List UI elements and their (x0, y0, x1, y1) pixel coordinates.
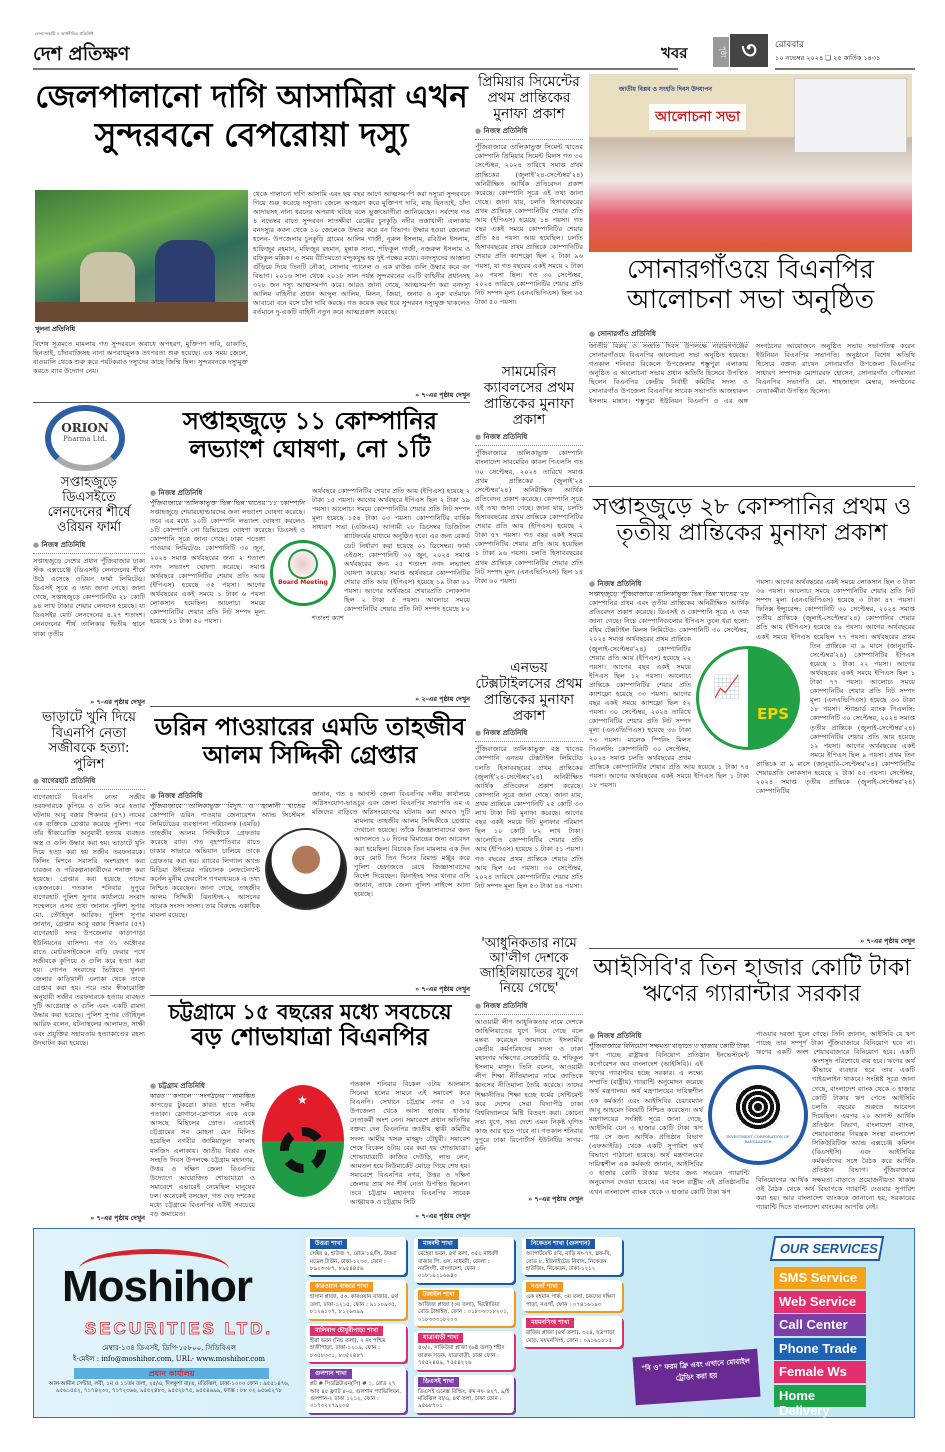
moshihor-logo: Moshihor (62, 1262, 252, 1311)
ctg-headline-line2: বড় শোভাযাত্রা বিএনপির (191, 1023, 429, 1052)
service-item: Call Center (774, 1314, 866, 1336)
icb-headline-line2: ঋণের গ্যারান্টার সরকার (643, 981, 861, 1008)
sajib-body: বাগেরহাটে বিএনপি নেতা সজীব তরফদারকে কুপিয়ে ও গুলি করে হত্যার ঘটনায় আবু বক্কার শিকদার (৫৭) নামের এক ব্যক্তিকে গ্রেপ্তার করেছে পুলিশ। পরে তাঁর স্বীকারোক্তি অনুযায়ী হত্যায় ব্যবহৃত অস্ত্র ও গুলি উদ্ধার করা হয়। ভাড়াটে খুনি দিয়ে হত্যা করা হয় সজীব তরফদারকে। কিলিং মিশনে সরাসরি অংশগ্রহণ করা চারজন ও পরিকল্পনাকারীদের শনাক্ত করা হয়েছে। গ্রেপ্তার করা হয়েছে তাদের একজনকে। গতকাল শনিবার দুপুরে বাগেরহাট পুলিশ সুপার কার্যালয়ে সংবাদ সম্মেলনে এসব তথ্য জানান পুলিশ সুপার মো. তৌহিদুল আরিফ। পুলিশ সুপার জানান, গ্রেপ্তার আবু বক্কার শিকদার (৫৭) বাগেরহাট সদর উপজেলার কাড়াপাড়া ইউনিয়নের বাসিন্দা। গত ৩১ অক্টোবর রাতে মোটরসাইকেলে বাড়ি ফেরার পথে সজীবকে কুপিয়ে ও গুলি করে হত্যা করা হয়। গোপন সংবাদের ভিত্তিতে খুলনা জেলার কাড়িখালী এলাকা থেকে তাকে গ্রেপ্তার করা হয়। পরে তার স্বীকারোক্তি অনুযায়ী সজীব তরফদারকে হত্যায় ব্যবহৃত দুটি আগ্নেয়াস্ত্র ও গুলি এবং একটি রামদা উদ্ধার করা হয়েছে। পুলিশ সুপার তৌহিদুল আরিফ বলেন, ঘটনাস্থলের আলামত, সাক্ষী এবং প্রযুক্তির সহায়তায় হত্যাকাণ্ডের রহস্য উদঘাটন করা হয়েছে। (33, 793, 145, 1047)
envoy-article (475, 660, 583, 925)
dividend-body-left-text: পুঁজিবাজারে তালিকাভুক্ত ভিন্ন ভিন্ন খাতের ১১ কোম্পানি সপ্তাহজুড়ে শেয়ারহোল্ডারদের জন্য লভ্যাংশ ঘোষণা করেছে। তবে এর মধ্যে ১০টি কোম্পানি লভ্যাংশ ঘোষণা করলেও ১টি কোম্পানি নো ডিভিডেন্ড ঘোষণা করেছে। ডিএসই ও কোম্পানি সূত্রে জানা গেছে। ঢাকা পতেঙ্গা পাওয়ার লিমিটেড: কোম্পানিটি ৩০ জুন, ২০২৪ সমাপ্ত অর্থবছরের জন্য ২ শতাংশ নগদ লভ্যাংশ ঘোষণা করেছে। সমাপ্ত অর্থবছরে কোম্পানিটির শেয়ার প্রতি আয় (ইপিএস) হয়েছে ৩৫ পয়সা। আগের অর্থবছরের একই সময়ে ১ টাকা ৬ পয়সা লোকসান হয়েছিল। আলোচ্য সময়ে কোম্পানিটির শেয়ার প্রতি নিট সম্পদ মূল্য হয়েছে ১১ টাকা ৫০ পয়সা। (150, 499, 305, 626)
branch-address: আজিজ প্লাজা (৩য় তলা), ভিক্টোরিয়া রোড টাঙ্গাইল, ফোন : ০১৮৩৩৩১৮২০১, ০১৮৩৩৩১৮২০৩ (418, 1301, 509, 1323)
lead-headline[interactable] (33, 80, 470, 154)
submarine-body: পুঁজিবাজারে তালিকাভুক্ত কোম্পানি বাংলাদেশ সাবমেরিন কাবল পিএলসি গত ৩০ সেপ্টেম্বর, ২০২৪ তারিখে সমাপ্ত প্রথম প্রান্তিকের (জুলাই'২৪ সেপ্টেম্বর'২৪) অনিরীক্ষিত আর্থিক প্রতিবেদন প্রকাশ করেছে। কোম্পানি সূত্রে এই তথ্য জানা গেছে। জানা যায়, চলতি হিসাববছরের প্রথম প্রান্তিকে কোম্পানিটির শেয়ার প্রতি আয় (ইপিএস) হয়েছে ২ টাকা ৫৭ পয়সা। গত বছর একই সময়ে কোম্পানিটির শেয়ার প্রতি আয় হয়েছিল ১ টাকা ৯৬ পয়সা। চলতি হিসাববছরের প্রথম প্রান্তিকে কোম্পানিটির শেয়ার প্রতি নিট সম্পদ মূল্য (এনএভিপিএস) ছিল ১৪ টাকা ৬০ পয়সা। (475, 449, 583, 585)
page-number: ৩ (730, 34, 768, 67)
orion-byline: ● নিজস্ব প্রতিনিধি (33, 539, 145, 554)
masthead (33, 31, 915, 68)
board-meeting-badge (270, 540, 336, 606)
dividend-byline: ● নিজস্ব প্রতিনিধি (150, 487, 305, 502)
eps28-body-left-text: সপ্তাহজুড়ে পুঁজিবাজারে তালিকাভুক্ত ভিন্ন ভিন্ন খাতের ২৮ কোম্পানির প্রথম এবং তৃতীয় প্রান্তিকের অনিরীক্ষিত আর্থিক প্রতিবেদন প্রকাশ করেছে। ডিএসই ও কোম্পানি সূত্রে এ তথ্য জানা গেছে। নিম্নে কোম্পানিগুলোর ইপিএস তুলে ধরা হলো: রহিম টেক্সটাইল মিলস লিমিটেড: কোম্পানিটি ৩০ সেপ্টেম্বর, ২০২৪ সমাপ্ত অর্থবছরের প্রথম প্রান্তিকে (জুলাই-সেপ্টেম্বর'২৪) কোম্পানিটির শেয়ার প্রতি আয় (ইপিএস) হয়েছে ২২ পয়সা। আগের বছর একই সময়ে ইপিএস ছিল ১২ পয়সা। আলোচ্য প্রান্তিকে কোম্পানিটির শেয়ার প্রতি ক্যাশফ্লো হয়েছে ৩৩ পয়সা। আগের বছর একই সময়ে ক্যাশফ্লো ছিল ৫২ পয়সা। ৩০ সেপ্টেম্বর, ২০২৪ তারিখে কোম্পানিটির শেয়ার প্রতি নিট সম্পদ মূল্য (এনএভিপিএস) হয়েছে ৩৬ টাকা ৭৩ পয়সা। মালেক স্পিনিং মিলস পিএলসি: কোম্পানিটি ৩০ সেপ্টেম্বর, ২০২৪ সমাপ্ত চলতি অর্থবছরের প্রথম প্রান্তিকে কোম্পানিটির শেয়ার প্রতি আয় হয়েছে ১ টাকা ৭৪ পয়সা। আগের অর্থবছরের একই সময়ে ইপিএস ছিল ১ টাকা ১৮ পয়সা। (589, 590, 749, 789)
orion-continued-link[interactable]: » ৭-এর পৃষ্ঠায় দেখুন (33, 697, 145, 708)
divider (150, 706, 470, 707)
masthead-rule-right (775, 68, 915, 70)
bnp-logo (262, 1085, 344, 1197)
bnp-gear-icon (280, 1127, 326, 1173)
sonargaon-body: জাতীয় বিপ্লব ও সংহতি দিবস উপলক্ষে নারায়ণগঞ্জের সোনারগাঁওয়ে বিএনপির আলোচনা সভা অনুষ্ঠিত হয়েছে। গতকাল শনিবার বিকেলে উপজেলার শম্ভুপুরা এলাকায় অনুষ্ঠিত এ আলোচনা সভায় প্রধান অতিথি হিসেবে উপস্থিত ছিলেন বিএনপির কেন্দ্রীয় নির্বাহী কমিটির সদস্য ও সোনারগাঁও উপজেলা বিএনপির সাবেক সভাপতি আজহারুল ইসলাম মান্নান। শম্ভুপুরা ইউনিয়ন বিএনপি ও এর অঙ্গ সংগঠনের আয়োজনে অনুষ্ঠিত সভায় সভাপতিত্ব করেন ইউনিয়ন বিএনপির সভাপতি। অনুষ্ঠানে বিশেষ অতিথি হিসেবে বক্তব্য রাখেন সোনারগাঁও উপজেলা বিএনপির সাধারণ সম্পাদক মোশাররফ হোসেন, সোনারগাঁও পৌরসভা বিএনপির সভাপতি মো. শাহজাহান মেম্বার, সংগঠনের নেতাকর্মীরা উপস্থিত ছিলেন। (589, 342, 915, 405)
branch-name: যাত্রাবাড়ী শাখা (418, 1333, 463, 1343)
service-item: Web Service (774, 1291, 866, 1313)
icb-headline-line1: আইসিবি'র তিন হাজার কোটি টাকা (593, 955, 911, 981)
branch-card (414, 1375, 514, 1413)
premier-headline[interactable]: প্রিমিয়ার সিমেন্টের প্রথম প্রান্তিকের মুনাফা প্রকাশ (478, 74, 580, 123)
sonargaon-photo (589, 74, 912, 252)
branch-name: উত্তরা শাখা (310, 1239, 347, 1249)
sajib-article (33, 710, 145, 1224)
awami-headline[interactable]: 'আধুনিকতার নামে আ'লীগ দেশকে জাহিলিয়াতের যুগে নিয়ে গেছে' (479, 936, 579, 996)
eps28-byline: ● নিজস্ব প্রতিনিধি (589, 578, 749, 593)
lead-body-left: বিশেষ সূত্রমতে মামলায় গত সুন্দরবনে অবাধে অপহরণ, মুক্তিপণ দাবি, ডাকাতি, ছিনতাই, চাঁদাবাজিসহ নানা অপরাধমূলক তৎপরতা শুরু হয়েছে। এক সময় জেলে, বাওয়ালি থেকে শুরু করে পর্যটকরাও দস্যুদের কাছে জিম্মি ছিল। সুন্দরবনকে দস্যুমুক্ত করতে র‍্যাব উদ্যোগ নেয়। (33, 340, 249, 376)
envoy-headline[interactable]: এনভয় টেক্সটাইলসের প্রথম প্রান্তিকের মুনাফা প্রকাশ (475, 660, 583, 725)
branch-column (306, 1237, 406, 1413)
envoy-byline: ● নিজস্ব প্রতিনিধি (475, 727, 583, 742)
branch-name: গুলশান শাখা (310, 1369, 352, 1379)
service-item: Home Delivery (774, 1385, 866, 1407)
lead-body-right: থেকে পালানো দাগি আসামি এবং ছয় বছর আগে আত্মসমর্পণ করা দস্যুরা সুন্দরবনে গিয়ে শুরু করেছে দস্যুতা। জেলে অপহরণ করে মুক্তিপণ দাবি, মাছ ছিনতাই, চাঁদা আদায়সহ নানা ধরনের অপরাধ ঘটছে বলে ভুক্তভোগীরা জানিয়েছেন। সর্বশেষ গত ৪ নভেম্বর রাতে সুন্দরবন সাতক্ষীরা রেঞ্জের চুনকুড়ি নদীর তক্কাখালী এলাকায় বনদস্যুর কবল থেকে ১০ জেলেকে উদ্ধার করে বন বিভাগ। উদ্ধার হওয়া জেলেরা হলেন- উপজেলার চুনকুড়ি গ্রামের আলিম গাজী, নুরুল ইসলাম, রবিউল ইসলাম, হাফিজুর রহমান, মফিজুর রহমান, মুন্নাক সানা, শফিকুল গাজী, নজরুল ইসলাম ও রফিকুল মল্লিক। এ সময় রীতিমতো বন্দুকযুদ্ধ হয় দুই পক্ষের মধ্যে। বনদস্যুদের আস্তানা গুঁড়িয়ে দিয়ে তিনটি নৌকা, সোলার প্যানেল ও এক রাউন্ড গুলি উদ্ধার করে বন বিভাগ। ২০১৬ সাল থেকে ২০১৮ সাল পর্যন্ত সুন্দরবনের ৩২টি বাহিনীর প্রধানসহ ৩২৮ জন দস্যু আত্মসমর্পণ করে। আরও জানা গেছে, আত্মসমর্পণ করা বনদস্যু আলিম বাহিনীর প্রধান আব্দুল আলিম, মিলন, জিয়া, জনাব ও নুরু বর্তমানে আবারো বনে বসে চাঁদা দাবি করছে। গত কয়েক বছর ধরে সুন্দরবন দস্যুমুক্ত থাকলেও বর্তমানে দু-একটি বাহিনী নতুন করে আত্মপ্রকাশ করেছে। (253, 190, 470, 317)
eps-badge (696, 646, 800, 750)
moshihor-ad[interactable] (33, 1228, 915, 1418)
service-item: Phone Trade (774, 1338, 866, 1360)
hq-label: প্রধান কার্যালয় (74, 1368, 269, 1379)
member-info: মেম্বার-১৩৪ ডিএসই, ডিপি-১৫৮০০, সিডিবিএল (102, 1344, 236, 1352)
branch-card (306, 1280, 406, 1318)
lead-photo-caption: খুলনা প্রতিনিধি (35, 325, 75, 333)
doreen-body-left-text: পুঁজিবাজারে তালিকাভুক্ত বিদ্যুৎ ও জ্বালানী খাতের কোম্পানি ডরিন পাওয়ার জেনারেশন অ্যান্ড সিস্টেমস লিমিটেডের ব্যবস্থাপনা পরিচালক (এমডি) তাহজীব আলম সিদ্দিকীকে গ্রেফতার করেছে র‍্যাব। গত বৃহস্পতিবার রাতে ঢাকার সাভারে অভিযান চালিয়ে তাকে গ্রেফতার করা হয়। র‍্যাবের লিগ্যাল অ্যান্ড মিডিয়া উইংয়ের পরিচালক লেফটেন্যান্ট কর্নেল মুনীম ফেরদৌস গণমাধ্যমকে এ তথ্য নিশ্চিত করেছেন। জানা গেছে, তাহজীব আলম সিদ্দিকী ঝিনাইদহ-২ আসনের সাবেক সংসদ সদস্য। তার বিরুদ্ধে একাধিক মামলা রয়েছে। (150, 802, 305, 920)
eps28-continued-link[interactable]: » ৭-এর পৃষ্ঠায় দেখুন (825, 936, 915, 947)
ctg-body-left: কারও কপালে সংগঠনের নামাঙ্কিত কাপড়ের টুকরো। কারও হাতে দলীয় পতাকা। স্লোগানে-স্লোগানে একে একে আসছে মিছিলের স্রোত। এভাবেই চট্টগ্রামের সব মোহনা যেন মিলিত হয়েছিল নগরীর জামিয়াতুল ফালাহ মসজিদ এলাকায়। জাতীয় বিপ্লব এবং সংহতি দিবস উপলক্ষে চট্টগ্রাম মহানগর, উত্তর ও দক্ষিণ জেলা বিএনপির উদ্যোগে আয়োজিত শোভাযাত্রা ও সমাবেশে এভাবেই নেমেছিল মানুষের ঢল। অনেকেই বলছেন, গত দেড় দশকের মধ্যে চট্টগ্রামে বিএনপির এটিই সবচেয়ে বড় জমায়েত। (150, 1092, 255, 1219)
icb-hex-icon (734, 1083, 782, 1131)
orion-body: সপ্তাহজুড়ে দেশের প্রধান পুঁজিবাজার ঢাকা স্টক এক্সচেঞ্জে (ডিএসই) লেনদেনের শীর্ষে উঠে এসেছে ওরিয়ন ফার্মা লিমিটেড। ডিএসই সূত্রে এ তথ্য জানা গেছে। জানা গেছে, সপ্তাহজুড়ে কোম্পানিটির ২৮ কোটি ৯৪ লাখ টাকার শেয়ার লেনদেন হয়েছে। যা ডিএসইর মোট লেনদেনের ৪.২৭ শতাংশ। লেনদেনের শীর্ষ তালিকার দ্বিতীয় স্থানে থাকা তৃতীয় (33, 556, 145, 638)
eps28-body-right (756, 578, 915, 933)
branch-card (522, 1280, 622, 1311)
promo-banner: "বি ও" ফরম ফ্রি এবং এখানে মোবাইল ট্রেডিং করা হয় (632, 1349, 760, 1406)
envoy-body: পুঁজিবাজারে তালিকাভুক্ত বস্ত্র খাতের কোম্পানি এনভয় টেক্সটাইল লিমিটেড চলতি হিসাববছরের প্রথম প্রান্তিকের (জুলাই'২৪-সেপ্টেম্বর'২৪) অনিরীক্ষিত আর্থিক প্রতিবেদন প্রকাশ করেছে। কোম্পানি সূত্রে জানা গেছে। জানা যায়, প্রথম প্রান্তিকে কোম্পানিটি ২৫ কোটি ৩৩ লাখ টাকা নিট মুনাফা করেছে। আগের বছর একই সময়ে নিট মুনাফার পরিমাণ ছিল ১০ কোটি ৮২ লাখ টাকা। আলোচিত কোম্পানিটির শেয়ার প্রতি আয় (ইপিএস) হয়েছে ১ টাকা ৫১ পয়সা। গত বছরের প্রথম প্রান্তিকে শেয়ার প্রতি আয় ছিল ৬৫ পয়সা। ৩০ সেপ্টেম্বর, ২০২৪ তারিখে কোম্পানিটির শেয়ার প্রতি নিট সম্পদ মূল্য ছিল ৫৩ টাকা ৪৪ পয়সা। (475, 745, 583, 890)
branch-address: অ্যাপার্টমেন্ট ৫বি, বাড়ি নং-৭৭, ব্লক-বি, রোড ৮, ইউনাইটেড নিবাস, নিকেতন হাউজিং, নিকেতন, ঢাকা-১২১২ (526, 1251, 612, 1272)
icb-body-right-text: পাওয়ার দরজা খুলে গেছে। তিনি জানান, আইসিবি যে ঋণ পাচ্ছে তার সম্পূর্ণ টাকা পুঁজিবাজারে বিনিয়োগ হবে না। ঋণের একটি অংশ শেয়ারবাজারে বিনিয়োগ হবে। একটি অংশসুদ পরিশোধে ব্যয় হবে। ঋণের অর্থ কীভাবে ব্যবহার হবে তার একটি গাইডলাইন থাকবে। সংশ্লিষ্ট সূত্রে জানা গেছে, বাংলাদেশ ব্যাংক থেকে ৩ হাজার কোটি টাকার ঋণ পেতে আইসিবি চলতি বছরের শুরুতে আবেদন দিয়েছিল। এরপর ২০ আগস্ট আর্থিক প্রতিষ্ঠান বিভাগ, বাংলাদেশ ব্যাংক, শেয়ারবাজার নিয়ন্ত্রক সংস্থা বাংলাদেশ সিকিউরিটিজ অ্যান্ড এক্সচেঞ্জ কমিশন (বিএসইসি) এবং আইসিবির কর্মকর্তাদের সঙ্গে বৈঠক করে আর্থিক প্রতিষ্ঠান বিভাগ। পুঁজিবাজারে বিনিয়োগের আর্থিক সক্ষমতা বাড়াতে প্রয়োজনীয়তা থাকায় ওই বৈঠক থেকে অর্থ বিভাগকে গ্যারান্টি দেওয়ার সুপারিশ করা হয়। আর বাংলাদেশ ব্যাংককে জানানো হয়, সরকারের গ্যারান্টি দিতে বাংলাদেশ ব্যাংকের আপত্তি নেই। (756, 1030, 915, 1211)
branch-column (414, 1237, 514, 1413)
branch-card (306, 1324, 406, 1362)
branch-address: এক রহমান পার্ক, ৩য় তলা, চকদেব দক্ষিণ পাড়া, নওগাঁ, ফোন : ০৭৪১৬১৯৩ (526, 1294, 615, 1308)
doreen-headline[interactable] (150, 714, 470, 769)
services-title: OUR SERVICES (770, 1236, 884, 1261)
divider (150, 995, 470, 996)
orion-article (33, 476, 145, 708)
service-item: Female Ws (774, 1361, 866, 1383)
branch-address: রাজিব প্লাজা (৪র্থ তলা), ৩২৪, ছত্রপাড়া মোড়, ময়মনসিংহ, ফোন : ০৯১৬১৮১৫ (526, 1330, 615, 1344)
premier-article (475, 74, 583, 339)
submarine-article (475, 364, 583, 644)
lead-continued-link[interactable]: » ৭-এর পৃষ্ঠায় দেখুন (380, 390, 470, 401)
eps28-headline-line2: তৃতীয় প্রান্তিকের মুনাফা প্রকাশ (616, 520, 888, 547)
doreen-headline-line1: ডরিন পাওয়ারের এমডি তাহজীব (154, 713, 466, 741)
branch-name: মালিবাগ চৌধুরীপাড়া শাখা (310, 1326, 383, 1336)
dividend-headline-line2: লভ্যাংশ ঘোষণা, নো ১টি (189, 434, 431, 463)
issue-date: ১০ নভেম্বর ২০২৪ ❑ ২৫ কার্তিক ১৪৩১ (775, 54, 881, 62)
icb-logo-text: INVESTMENT CORPORATION OF BANGLADESH (726, 1135, 790, 1144)
weekday: রোববার (775, 40, 804, 50)
branch-name: টাঙ্গাইল শাখা (418, 1290, 459, 1300)
ctg-byline: ● চট্টগ্রাম প্রতিনিধি (150, 1080, 255, 1095)
premier-body: পুঁজিবাজারে তালিকাভুক্ত সিমেন্ট খাতের কোম্পানি প্রিমিয়ার সিমেন্ট মিলস গত ৩০ সেপ্টেম্বর, ২০২৪ তারিখে সমাপ্ত প্রথম প্রান্তিকের (জুলাই'২৪-সেপ্টেম্বর'২৪) অনিরীক্ষিত আর্থিক প্রতিবেদন প্রকাশ করেছে। কোম্পানি সূত্রে এই তথ্য জানা গেছে। জানা যায়, চলতি হিসাববছরের প্রথম প্রান্তিকে কোম্পানিটির শেয়ার প্রতি আয় (ইপিএস) হয়েছে ১৪ পয়সা। গত বছর একই সময়ে কোম্পানিটির শেয়ার প্রতি ৫৪ পয়সা আয় হয়েছিল। চলতি হিসাববছরের প্রথম প্রান্তিকে কোম্পানিটির শেয়ার প্রতি ক্যাশফ্লো ছিল ২ টাকা ৯৬ পয়সা, যা গত বছরের একই সময়ে ২ টাকা ৯০ পয়সা ছিল। গত ৩০ সেপ্টেম্বর, ২০২৪ তারিখে কোম্পানিটির শেয়ার প্রতি নিট সম্পদ মূল্য (এনএভিপিএস) ছিল ৬৫ টাকা ৫০ পয়সা। (475, 143, 583, 306)
ctg-headline[interactable] (150, 1000, 470, 1052)
branch-column (522, 1237, 622, 1347)
divider (33, 402, 470, 403)
banner-title: আলোচনা সভা (649, 104, 746, 130)
branch-address: হীরা ভবন (নিচ তলা), ২ নং পশ্চিম হাজীপাড়া, ঢাকা-১২১৯, ফোন : ৮৩৫৮৩৩১, ৮৩৫২৪৮৭ (310, 1337, 386, 1359)
hq-address: আল-আমীন সেন্টার, লবী, ১ম ও ১১তম তলা, ২৫/এ, দিলকুশা বা/এ, মতিঝিল, ঢাকা-১০০০ ফোন : ৯৫৫১৪৭৬, ৯৫৬১৫৫২, ৭১৭৪২৩০, ৭১৭২৩৬৬, ৯৫৫২৪৮৩, ৯৫৫২৮৭৫, ৯৫৫৪৬৯৯, ফ্যাক্স : ৮৮ ০২ ৯৫৬৫২৭৮ (48, 1381, 290, 1395)
sajib-continued-link[interactable]: » ৭-এর পৃষ্ঠায় দেখুন (33, 1213, 145, 1224)
branch-name: নিকেতন শাখা (গুলশান) (526, 1239, 595, 1249)
doreen-continued-link[interactable]: » ৭-এর পৃষ্ঠায় দেখুন (380, 984, 470, 995)
sonargaon-headline-line2: আলোচনা সভা অনুষ্ঠিত (626, 284, 875, 315)
submarine-byline: ● নিজস্ব প্রতিনিধি (475, 431, 583, 446)
branch-card (522, 1237, 622, 1275)
dividend-headline-line1: সপ্তাহজুড়ে ১১ কোম্পানির (183, 407, 437, 435)
branch-address: ডিএসই এনেক্স বিল্ডিং, রুম নং- ৪২৭, ৯/ই মতিঝিল বা/এ, ৪র্থ তলা, ঢাকা ফোন : ৯৫৬৮৭০১ (418, 1388, 510, 1410)
branch-name: ডিএসই শাখা (418, 1377, 459, 1387)
branch-name: কারওয়ান বাজার শাখা (310, 1282, 373, 1292)
eps-label: EPS (757, 705, 790, 723)
awami-article (475, 937, 583, 1205)
contact-info[interactable]: ই-মেইল : info@moshihor.com, URL- www.moshihor.com (72, 1355, 266, 1363)
branch-card (522, 1316, 622, 1347)
section-label: খবর (661, 44, 688, 62)
branch-address: মেহেরা ভবন, ৪র্থ তলা, ৩৫২ মাধবদী বাজার পি. এস. মাধবদী, জেলা : নরসিংদী, বাংলাদেশ, ফোন : ০১৮১৯২১৬৯৪০ (418, 1251, 499, 1280)
branch-card (414, 1331, 514, 1369)
divider (589, 948, 915, 949)
eps28-body-right-text: পয়সা। আগের অর্থবছরের একই সময়ে লোকসান ছিল ৩ টাকা ৩৬ পয়সা। আলোচ্য সময়ে কোম্পানিটির শেয়ার প্রতি নিট সম্পদ মূল্য (এনএভিপিএস) হয়েছে ৩ টাকা ৪৭ পয়সা। ফিনিক্স ইন্স্যুরেন্স: কোম্পানিটি ৩০ সেপ্টেম্বর, ২০২৪ সমাপ্ত তৃতীয় প্রান্তিকে (জুলাই-সেপ্টেম্বর'২৪) কোম্পানির শেয়ার প্রতি আয় (ইপিএস) হয়েছে ৫৯ পয়সা। আগের অর্থবছরের একই সময়ে ইপিএস হয়েছিল ৭৭ পয়সা। অর্থবছরের প্রথম তিন প্রান্তিকে বা ৯ মাসে (জানুয়ারি-সেপ্টেম্বর'২৪) কোম্পানিটির ইপিএস হয়েছে ১ টাকা ২২ পয়সা। আগের অর্থবছরের একই সময়ে ইপিএস ছিল ১ টাকা ৭৭ পয়সা। আলোচ্য সময়ে কোম্পানিটির শেয়ার প্রতি নিট সম্পদ মূল্য (এনএভিপিএস) হয়েছে ৩৩ টাকা ১৮ পয়সা। স্ট্যান্ডার্ড ব্যাংক পিএলসি: কোম্পানিটি ৩০ সেপ্টেম্বর, ২০২৪ সমাপ্ত তৃতীয় প্রান্তিকে (জুলাই-সেপ্টেম্বর'২৪) কোম্পানিটির শেয়ার প্রতি আয় হয়েছে ১২ পয়সা। আগের অর্থবছরের একই সময়ে ইপিএস ছিল ৯ পয়সা। প্রথম তিন প্রান্তিকে বা ৯ মাসে (জানুয়ারি-সেপ্টেম্বর'২৪) কোম্পানিটির শেয়ারপ্রতি লোকসান হয়েছে ২ টাকা ৫৫ পয়সা। সেপ্টেম্বর, ২০২৪ সমাপ্ত তৃতীয় প্রান্তিকে (জুলাই-সেপ্টেম্বর'২৪) কোম্পানিটির (756, 578, 915, 796)
awami-continued-link[interactable]: » ৭-এর পৃষ্ঠায় দেখুন (475, 1194, 583, 1205)
icb-byline: ● নিজস্ব প্রতিনিধি (589, 1030, 749, 1045)
bnp-star-icon: ★ (297, 1093, 308, 1107)
premier-byline: ● নিজস্ব প্রতিনিধি (475, 125, 583, 140)
banner-subtitle: জাতীয় বিপ্লব ও সংহতি দিবস উদযাপন (619, 86, 712, 93)
awami-byline: ● নিজস্ব প্রতিনিধি (475, 1000, 583, 1015)
sonargaon-byline: ● সোনারগাঁও প্রতিনিধি (589, 328, 749, 343)
dividend-continued-link[interactable]: » ২-এর পৃষ্ঠায় দেখুন (380, 694, 470, 705)
eps28-body-left (589, 590, 749, 935)
doreen-portrait (265, 828, 347, 910)
lead-headline-line2: সুন্দরবনে বেপরোয়া দস্যু (94, 114, 409, 154)
branch-card (414, 1288, 514, 1326)
ctg-body-right: গতকাল শনিবার বিকেল ৩টায় আলমাস সিনেমা হলের সামনে এই সমাবেশ করে বিএনপি। সেখানে চট্টগ্রাম নগর ও ১৫ উপজেলা থেকে আসা হাজার হাজার নেতাকর্মী অংশ নেন। সমাবেশে প্রধান অতিথির বক্তব্য দেন বিএনপির জাতীয় স্থায়ী কমিটির সদস্য আমীর খসরু মাহমুদ চৌধুরী। সমাবেশ শেষে বিকেল ৫টায় বের করা হয় শোভাযাত্রা। শোভাযাত্রাটি কাজির দেউড়ি, লাভ লেন, আমতল হয়ে নিউমার্কেট মোড়ে গিয়ে শেষ হয়। সমাবেশে বিএনপির নগর, উত্তর ও দক্ষিণ জেলার প্রায় সব শীর্ষ নেতা উপস্থিত ছিলেন। তবে চট্টগ্রাম মহানগর বিএনপির সাবেক আহ্বায়ক ও চট্টগ্রাম সিটি (350, 1080, 470, 1207)
board-meeting-seal-icon (288, 549, 318, 579)
sonargaon-headline-line1: সোনারগাঁওয়ে বিএনপির (627, 255, 874, 285)
dividend-body-right-text: অর্থবছরে কোম্পানিটির শেয়ার প্রতি আয় (ইপিএস) হয়েছে ২ টাকা ১৫ পয়সা। আগের অর্থবছরে ইপিএস ছিল ২ টাকা ১৯ পয়সা। আলোচ্য সময়ে কোম্পানিটির শেয়ার প্রতি নিট সম্পদ মূল্য হয়েছে ১৫৪ টাকা ০৩ পয়সা। কোম্পানিটির বার্ষিক সাধারণ সভা (এজিএম) আগামী ২৮ ডিসেম্বর ডিজিটাল প্ল্যাটফর্মের মাধ্যমে অনুষ্ঠিত হবে। এর জন্য রেকর্ড ডেট নির্ধারণ করা হয়েছে ০১ ডিসেম্বর। ফার্মা এইডস: কোম্পানিটি ৩০ জুন, ২০২৪ সমাপ্ত অর্থবছরের জন্য ২৫ শতাংশ নগদ লভ্যাংশ ঘোষণা করেছে। সমাপ্ত অর্থবছরে কোম্পানিটির শেয়ার প্রতি আয় (ইপিএস) হয়েছে ১৯ টাকা ৬১ পয়সা। আগের অর্থবছরে শেয়ারপ্রতি লোকসান ছিল ২ টাকা ৫ পয়সা। আলোচ্য সময়ে কোম্পানিটির শেয়ার প্রতি নিট সম্পদ হয়েছে ৮০ শতাংশ ক্যাশ (312, 487, 470, 623)
branch-name: ময়মনসিংহ শাখা (526, 1318, 574, 1328)
branch-card (414, 1237, 514, 1283)
doreen-body-right-text: জানান, গত ৪ আগস্ট জেলা বিএনপির দলীয় কার্যালয়ে অগ্নিসংযোগ-ভাঙচুর এবং জেলা বিএনপির সভাপতি এম এ মজিদের বাড়িতে অগ্নিসংযোগের ঘটনায় করা আরও দুটি মামলায় তাহজীব আলম সিদ্দিকীকে গ্রেপ্তার দেখানো হয়েছে। তাঁকে জিজ্ঞাসাবাদের জন্য আদালতে ১০ দিনের রিমান্ডের জন্য আবেদন করা হয়েছিল। বিচারক তিন মামলায় এক দিন করে মোট তিন দিনের রিমান্ড মঞ্জুর করে পুলিশ হেফাজতে রেখে জিজ্ঞাসাবাদের নির্দেশ দিয়েছেন। ঝিনাইদহ সদর থানার ওসি জানান, তাকে জেলা পুলিশ লাইন্সে আনা হয়েছে। (312, 790, 470, 899)
ctg-headline-line1: চট্টগ্রামে ১৫ বছরের মধ্যে সবচেয়ে (168, 1000, 452, 1024)
sonargaon-headline[interactable] (589, 256, 912, 316)
orion-logo-sub: Pharma Ltd. (63, 435, 107, 443)
icb-logo (708, 1065, 808, 1165)
newspaper-logo: দেশ প্রতিক্ষণ (33, 43, 130, 65)
divider (589, 486, 915, 487)
page-word: পৃষ্ঠা (713, 37, 729, 67)
branch-name: নওগাঁ শাখা (526, 1282, 563, 1292)
boat-hull (35, 302, 248, 322)
dividend-headline[interactable] (150, 408, 470, 463)
orion-headline[interactable]: সপ্তাহজুড়ে ডিএসইতে লেনদেনের শীর্ষে ওরিয়ন ফার্মা (47, 475, 131, 535)
moshihor-subtitle: SECURITIES LTD. (84, 1319, 274, 1338)
orion-logo (45, 405, 125, 471)
service-item: SMS Service (774, 1267, 866, 1289)
branch-address: ৪০/২, সাকিউরা প্লাজা (৬ষ্ঠ তলা) শহীদ ফারুক সড়ক, যাত্রাবাড়ী, ঢাকা ফোন : ৭৫৫২৪৪৯, ৭৫৫৪২২৬ (418, 1345, 505, 1367)
submarine-headline[interactable]: সামমেরিন ক্যাবলসের প্রথম প্রান্তিকের মুনাফা প্রকাশ (483, 364, 575, 429)
dividend-body-right (312, 487, 470, 691)
orion-logo-text: ORION (61, 421, 109, 435)
chart-up-icon: 📈 (713, 675, 741, 700)
sajib-byline: ● বাগেরহাট প্রতিনিধি (33, 775, 145, 790)
doreen-byline: ● নিজস্ব প্রতিনিধি (150, 790, 305, 805)
lead-headline-line1: জেলপালানো দাগি আসামিরা এখন (35, 79, 468, 115)
doreen-headline-line2: আলম সিদ্দিকী গ্রেপ্তার (202, 740, 418, 769)
ctg-continued-link[interactable]: » ৭-এর পৃষ্ঠায় দেখুন (380, 1211, 470, 1222)
icb-headline[interactable] (589, 955, 915, 1008)
icb-body-left-text: পুঁজিবাজারে বিনিয়োগ সক্ষমতা বাড়াতে ৩ হাজার কোটি টাকা ঋণ পাচ্ছে রাষ্ট্রায়ত্ত বিনিয়োগ প্রতিষ্ঠান ইনভেস্টমেন্ট কর্পোরেশন অব বাংলাদেশ (আইসিবি)। এই ঋণের গ্যারান্টার হচ্ছে সরকার। এ লক্ষ্যে সম্প্রতি (রাষ্ট্রীয়) গ্যারান্টি অনুমোদন করেছে অর্থ মন্ত্রণালয়। অর্থ মন্ত্রণালয়ের দায়িত্বশীল এক কর্মকর্তা এবং আইসিবির চেয়ারম্যান আবু আহমেদ বিষয়টি নিশ্চিত করেছেন। অর্থ মন্ত্রণালয়ের সংশ্লিষ্ট সূত্রে জানা গেছে, আইসিবি যেন ৩ হাজার কোটি টাকা ঋণ পায় সে জন্য আর্থিক প্রতিষ্ঠান বিভাগ (এফআইডি) থেকে একটি সুপারিশ অর্থ বিভাগে পাঠানো হয়েছে। অর্থ মন্ত্রণালয়ের দায়িত্বশীল এক কর্মকর্তা জানান, আইসিবির ৩ হাজার কোটি টাকার ঋণের জন্য সভরেন গ্যারান্টি অনুমোদন দেওয়া হয়েছে। এর ফলে রাষ্ট্রীয় এই প্রতিষ্ঠানটির এখন বাংলাদেশ ব্যাংক থেকে ৩ হাজার কোটি টাকা ঋণ (589, 1042, 749, 1196)
branch-card (306, 1237, 406, 1275)
eps28-headline-line1: সপ্তাহজুড়ে ২৮ কোম্পানির প্রথম ও (592, 494, 912, 520)
banner-right (794, 78, 907, 153)
sajib-headline[interactable]: ভাড়াটে খুনি দিয়ে বিএনপি নেতা সজীবকে হত্যা: পুলিশ (41, 709, 136, 772)
branch-name: মাধবদী শাখা (418, 1239, 458, 1249)
awami-body: আওয়ামী লীগ আধুনিকতার নামে দেশকে জাহিলিয়াতের যুগে নিয়ে গেছে বলে মন্তব্য করেছেন জামায়াতে ইসলামীর কেন্দ্রীয় কর্মপরিষদের সদস্য ও ঢাকা মহানগর দক্ষিণের সেক্রেটারি ড. শফিকুল ইসলাম মাসুদ। তিনি বলেন, আওয়ামী লীগ শিক্ষা নীতিমালার নামে জাতিকে ধ্বংসের নীতিমালা তৈরি করেছে। তাদের শিক্ষানীতির শিক্ষা হচ্ছে ধর্মের সেন্টিমেন্ট করে দেশের সেরা বিদ্যাপীঠ ঢাকা বিশ্ববিদ্যালয়ে মিষ্টি বিতরণ করা। কোনো সভ্য যুগে, সভ্য দেশে এমন নিকৃষ্ট ঘৃণিত কাজ আর হতে পারে না। গতকাল শনিবার দুপুরে ঢাকা রিপোর্টার্স ইউনিটির সাগর-রুনি (475, 1017, 583, 1154)
masthead-rule (33, 68, 678, 70)
branch-address: হাসান প্লাজা, ৫৩, কারওয়ান বাজার, ৪র্থ তলা, ঢাকা-১২১৫, ফোন : ৯১১০৯৩৫, ৮১২৬১০৭, ৮১২৬৩৯৯ (310, 1294, 398, 1316)
board-meeting-label: Board Meeting (278, 579, 328, 586)
branch-card (306, 1367, 406, 1413)
branch-address: সেক্টর ৪, হাউজ ৭, রোড ১৪/সি, উত্তরা মডেল টাউন, ঢাকা-১২৩০, ফোন : ৮৯২৩৩৮৭, ৮৯৫৪৪৫৬ (310, 1251, 397, 1272)
masthead-tagline: লেনদেনকারী ও আর্থনীতির প্রতিনিধি (35, 31, 94, 36)
eps28-headline[interactable] (589, 494, 915, 547)
branch-address: প্লট # সিডব্লিউএন(সি) # ১, রোড ২৭ আর ৪৫ ফ্ল্যাট ৪-এ, গুলশান প্যাভিলিয়ন, গুলশান-২ ঢাকা ১২১২, ফোন : ০১৭৩২২৭৯২০৪ (310, 1381, 401, 1410)
lead-photo (35, 190, 248, 322)
